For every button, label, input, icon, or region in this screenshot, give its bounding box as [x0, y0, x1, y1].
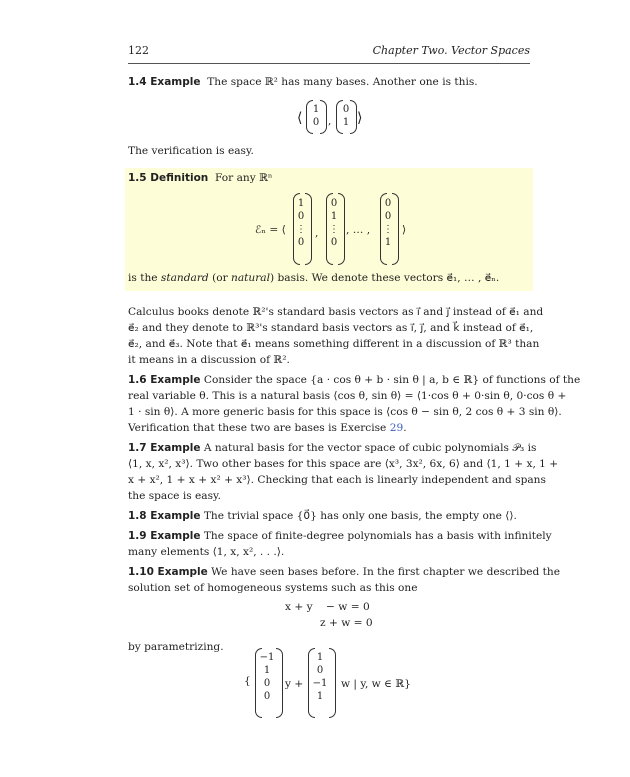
entry: 1 — [316, 691, 324, 702]
parametrizing-text: by parametrizing. — [128, 641, 224, 653]
comma: , — [315, 227, 319, 239]
calculus-line: e⃗₂, and e⃗₃. Note that e⃗₁ means something different in a discussion of ℝ³ than — [128, 338, 540, 350]
definition-1-5 — [128, 172, 530, 185]
entry: −1 — [259, 652, 275, 663]
example-1-10 — [128, 566, 560, 579]
column-y — [258, 651, 276, 703]
set-open-brace: { — [244, 675, 251, 687]
example-1-6 — [128, 374, 581, 387]
paren-right — [329, 648, 336, 718]
example-1-9 — [128, 530, 552, 543]
example-line: solution set of homogeneous systems such as this one — [128, 582, 418, 594]
angle-close: ⟩ — [402, 224, 407, 236]
definition-intro: For any ℝⁿ — [215, 172, 273, 184]
entry: 1 — [384, 237, 392, 248]
example-label: 1.6 Example — [128, 374, 201, 386]
standard-basis-lhs: ℰₙ = ⟨ — [255, 224, 286, 236]
equation-1: x + y − w = 0 — [285, 601, 370, 613]
entry: ⋮ — [383, 224, 393, 235]
text: Consider the space {a · cos θ + b · sin θ | a, b ∈ ℝ} of functions of the — [203, 374, 581, 386]
text: is the — [128, 272, 161, 284]
example-text: The space ℝ² has many bases. Another one is this. — [207, 76, 478, 88]
verification-text: The verification is easy. — [128, 145, 254, 157]
definition-label: 1.5 Definition — [128, 172, 209, 184]
example-1-7 — [128, 442, 537, 455]
text: We have seen bases before. In the first chapter we described the — [211, 566, 560, 578]
example-line: x + x², 1 + x + x² + x³⟩. Checking that each is linearly independent and spans — [128, 474, 546, 486]
entry: 0 — [330, 237, 338, 248]
entry: ⋮ — [296, 224, 306, 235]
example-line — [128, 422, 530, 435]
entry: 1 — [263, 665, 271, 676]
entry: 0 — [316, 665, 324, 676]
entry: 0 — [297, 237, 305, 248]
text: The space of finite-degree polynomials has a basis with infinitely — [203, 530, 552, 542]
text: A natural basis for the vector space of cubic polynomials 𝒫₃ is — [203, 442, 537, 454]
entry: 0 — [384, 198, 392, 209]
example-label: 1.9 Example — [128, 530, 201, 542]
example-label: 1.7 Example — [128, 442, 201, 454]
entry: −1 — [312, 678, 328, 689]
exercise-link[interactable]: 29 — [389, 422, 404, 434]
text: . — [403, 422, 407, 434]
text: The trivial space {0⃗} has only one basis, the empty one ⟨⟩. — [203, 510, 517, 522]
example-line: ⟨1, x, x², x³⟩. Two other bases for this space are ⟨x³, 3x², 6x, 6⟩ and ⟨1, 1 + x, 1 + — [128, 458, 559, 470]
example-label: 1.8 Example — [128, 510, 201, 522]
entry: 0 — [263, 691, 271, 702]
term-standard: standard — [160, 272, 209, 284]
paren-right — [320, 100, 327, 134]
text: ) basis. We denote these vectors e⃗₁, … , e⃗ₙ. — [270, 272, 500, 284]
calculus-line: it means in a discussion of ℝ². — [128, 354, 290, 366]
equation-2: z + w = 0 — [320, 617, 373, 629]
calculus-line: Calculus books denote ℝ²'s standard basis vectors as ı⃗ and ȷ⃗ instead of e⃗₁ and — [128, 306, 544, 318]
example-label: 1.4 Example — [128, 76, 201, 88]
example-line: the space is easy. — [128, 490, 221, 502]
entry: 1 — [316, 652, 324, 663]
example-line: real variable θ. This is a natural basis ⟨cos θ, sin θ⟩ = ⟨1·cos θ + 0·sin θ, 0·cos θ + — [128, 390, 567, 402]
y-plus: y + — [285, 678, 304, 690]
page-number: 122 — [128, 44, 149, 57]
definition-body — [128, 272, 530, 285]
set-condition: w | y, w ∈ ℝ} — [341, 678, 411, 690]
chapter-title: Chapter Two. Vector Spaces — [372, 44, 530, 57]
example-line: 1 · sin θ⟩. A more generic basis for this space is ⟨cos θ − sin θ, 2 cos θ + 3 sin θ⟩. — [128, 406, 562, 418]
paren-right — [276, 648, 283, 718]
text: Verification that these two are bases is Exercise — [128, 422, 390, 434]
example-line: many elements ⟨1, x, x², . . .⟩. — [128, 546, 285, 558]
example-1-8 — [128, 510, 530, 523]
text: (or — [208, 272, 232, 284]
calculus-line: e⃗₂ and they denote to ℝ³'s standard basis vectors as ı⃗, ȷ⃗, and k⃗ instead of e⃗₁, — [128, 322, 534, 334]
paren-right — [350, 100, 357, 134]
entry: 0 — [312, 117, 320, 128]
paren-right — [338, 193, 345, 265]
entry: 1 — [312, 104, 320, 115]
paren-right — [305, 193, 312, 265]
entry: 0 — [297, 211, 305, 222]
example-1-4 — [128, 76, 530, 89]
angle-open: ⟨ — [297, 110, 303, 126]
entry: 0 — [263, 678, 271, 689]
header-rule — [128, 63, 530, 64]
angle-close: ⟩ — [357, 110, 363, 126]
ellipsis: , … , — [346, 224, 371, 236]
entry: 1 — [330, 211, 338, 222]
entry: 0 — [342, 104, 350, 115]
entry: 1 — [342, 117, 350, 128]
paren-right — [392, 193, 399, 265]
entry: 0 — [330, 198, 338, 209]
entry: 0 — [384, 211, 392, 222]
term-natural: natural — [231, 272, 271, 284]
example-label: 1.10 Example — [128, 566, 208, 578]
entry: ⋮ — [329, 224, 339, 235]
entry: 1 — [297, 198, 305, 209]
page-header — [128, 44, 530, 58]
comma: , — [328, 115, 332, 127]
column-w — [311, 651, 329, 703]
